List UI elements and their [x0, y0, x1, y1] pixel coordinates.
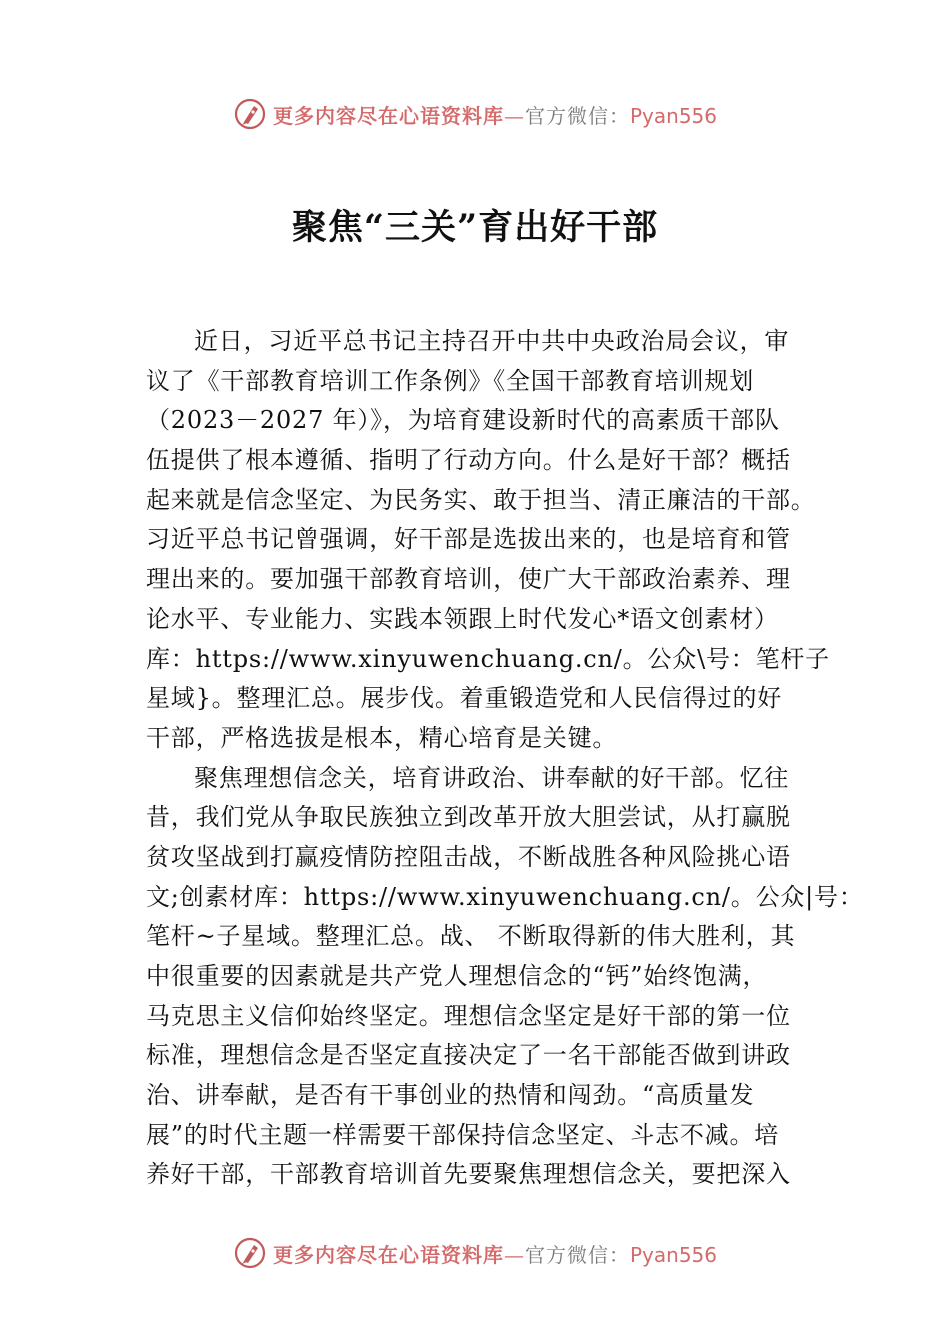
- paragraph-line: 笔杆~子星域。整理汇总。战、 不断取得新的伟大胜利，其: [146, 922, 796, 951]
- document-title: 聚焦“三关”育出好干部: [291, 207, 659, 248]
- paragraph-line: 聚焦理想信念关，培育讲政治、讲奉献的好干部。忆往: [194, 763, 790, 792]
- paragraph-line: 近日，习近平总书记主持召开中共中央政治局会议，审: [194, 327, 790, 355]
- paragraph-line: 习近平总书记曾强调，好干部是选拔出来的，也是培育和管: [146, 525, 791, 554]
- banner-slogan: 更多内容尽在心语资料库: [272, 1242, 504, 1267]
- footer-banner: [0, 1233, 950, 1273]
- banner-wechat-id: Pyan556: [629, 1242, 717, 1267]
- banner-separator: —: [503, 1242, 525, 1267]
- banner-wechat-label: 官方微信：: [524, 103, 630, 128]
- pen-nib-logo-icon: [233, 97, 267, 131]
- banner-wechat-label: 官方微信：: [524, 1242, 630, 1267]
- paragraph-line: 干部，严格选拔是根本，精心培育是关键。: [146, 723, 618, 752]
- paragraph-line: 贫攻坚战到打赢疫情防控阻击战，不断战胜各种风险挑心语: [146, 842, 791, 871]
- paragraph-line: 马克思主义信仰始终坚定。理想信念坚定是好干部的第一位: [146, 1001, 791, 1030]
- paragraph-line: 治、讲奉献，是否有干事创业的热情和闯劲。“高质量发: [146, 1081, 755, 1110]
- paragraph-line: 展”的时代主题一样需要干部保持信念坚定、斗志不减。培: [146, 1120, 780, 1149]
- paragraph-line: 星域}。整理汇总。展步伐。着重锻造党和人民信得过的好: [146, 684, 783, 713]
- paragraph-line: 理出来的。要加强干部教育培训，使广大干部政治素养、理: [146, 565, 791, 594]
- paragraph-line: 起来就是信念坚定、为民务实、敢于担当、清正廉洁的干部。: [146, 485, 816, 514]
- paragraph-line: 文;创素材库：https://www.xinyuwenchuang.cn/。公众|号：: [146, 882, 864, 911]
- pen-nib-logo-icon: [233, 1236, 267, 1270]
- paragraph-line: 论水平、专业能力、实践本领跟上时代发心*语文创素材）: [146, 604, 779, 633]
- paragraph-line: 标准，理想信念是否坚定直接决定了一名干部能否做到讲政: [146, 1041, 791, 1070]
- banner-wechat-id: Pyan556: [629, 103, 717, 128]
- header-banner: [0, 94, 950, 134]
- paragraph-line: 昔，我们党从争取民族独立到改革开放大胆尝试，从打赢脱: [146, 803, 791, 832]
- banner-text: [273, 1239, 717, 1268]
- document-body: [146, 322, 864, 1195]
- paragraph-line: 伍提供了根本遵循、指明了行动方向。什么是好干部？概括: [146, 446, 791, 475]
- paragraph-line: 中很重要的因素就是共产党人理想信念的“钙”始终饱满，: [146, 962, 768, 990]
- paragraph-line: 养好干部，干部教育培训首先要聚焦理想信念关，要把深入: [146, 1160, 791, 1189]
- banner-separator: —: [503, 103, 525, 128]
- banner-text: [273, 100, 717, 129]
- paragraph-line: （2023－2027 年）》，为培育建设新时代的高素质干部队: [146, 406, 780, 435]
- banner-slogan: 更多内容尽在心语资料库: [272, 103, 504, 128]
- paragraph-line: 议了《干部教育培训工作条例》《全国干部教育培训规划: [146, 366, 754, 395]
- paragraph-line: 库：https://www.xinyuwenchuang.cn/。公众\号：笔杆子: [146, 644, 830, 673]
